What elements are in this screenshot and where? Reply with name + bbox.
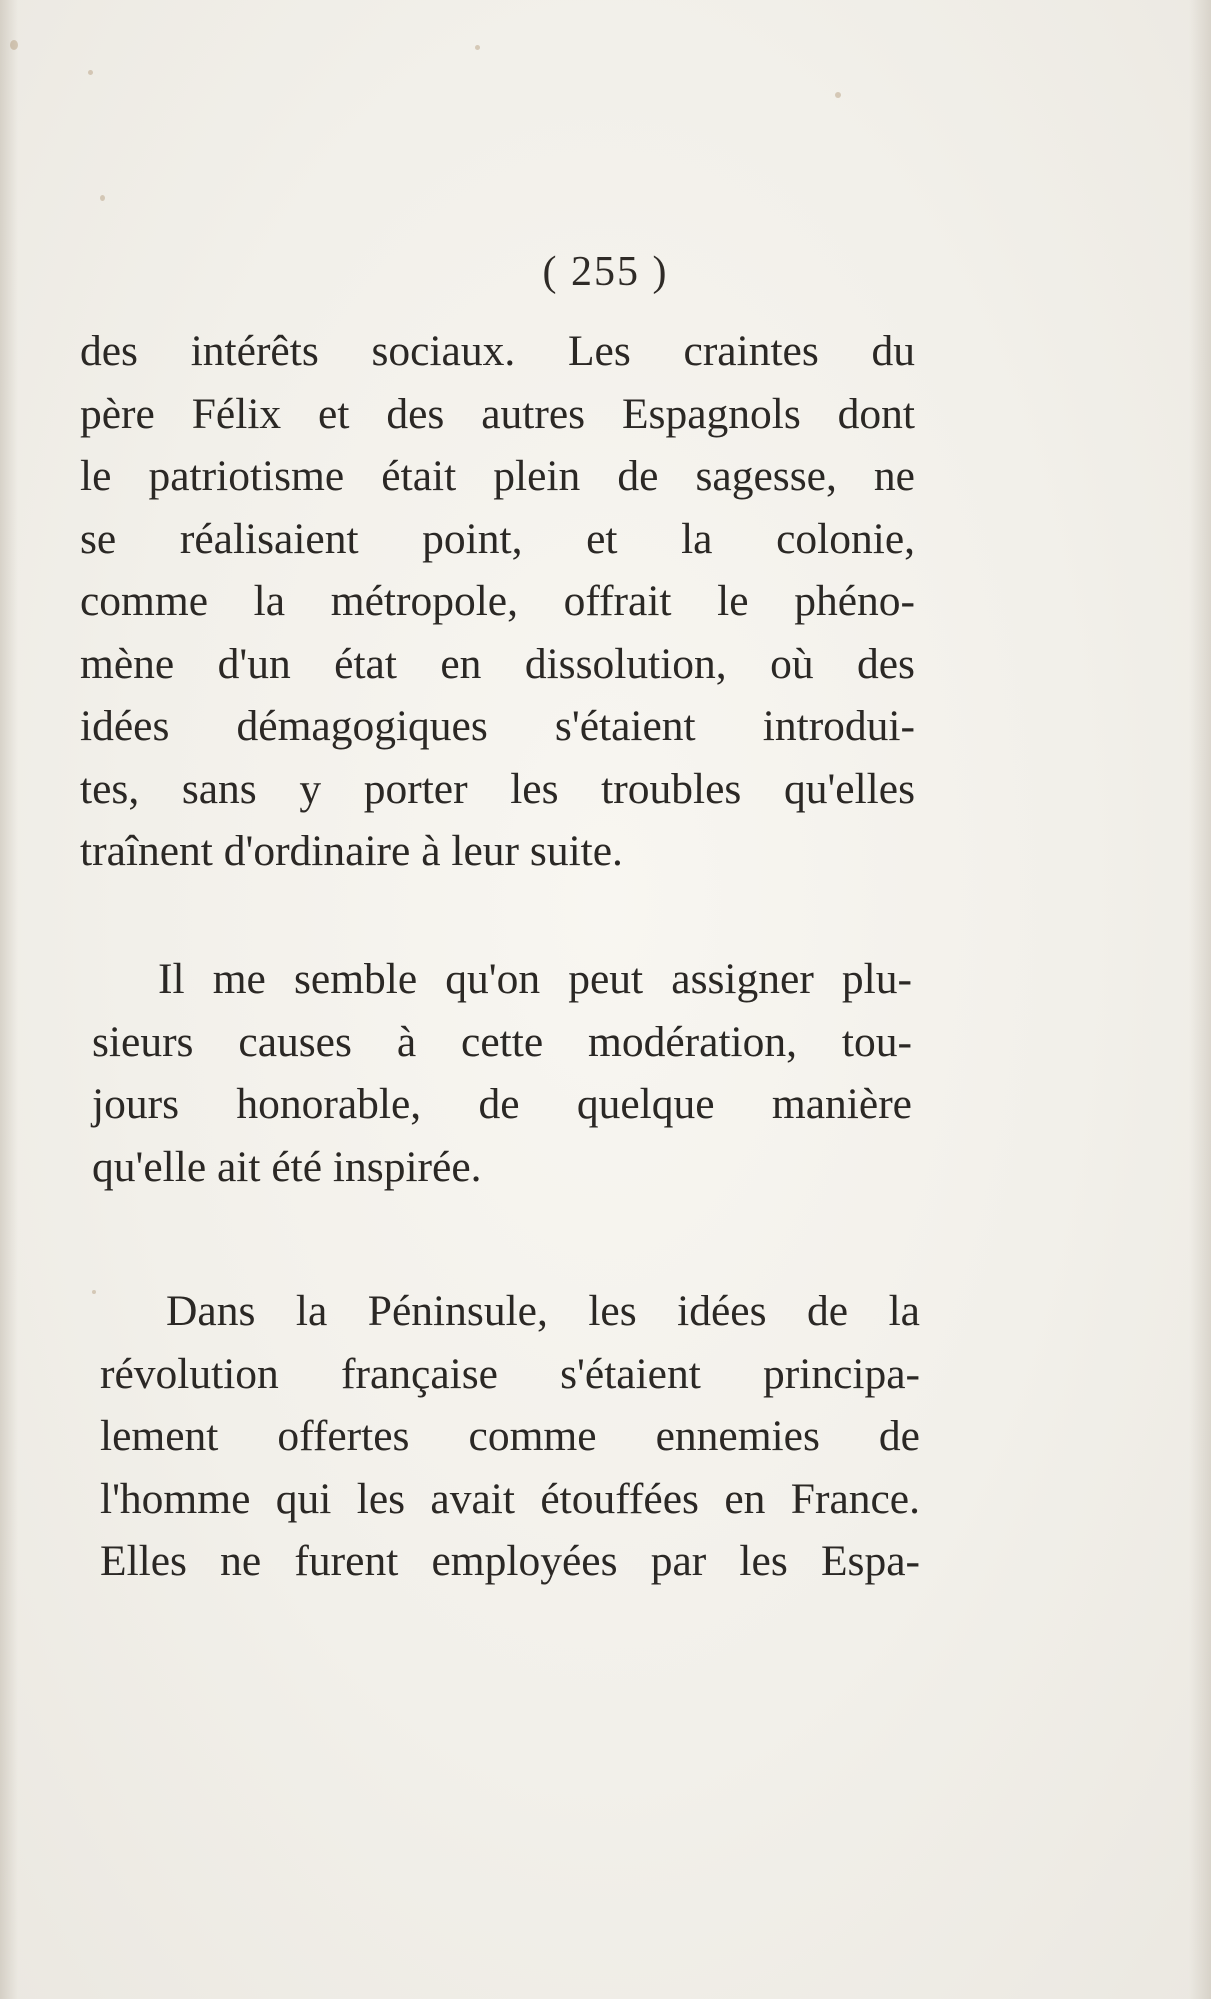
text-line: père Félix et des autres Espagnols dont — [80, 389, 915, 438]
text-line: se réalisaient point, et la colonie, — [80, 514, 915, 563]
text-line: jours honorable, de quelque manière — [92, 1080, 912, 1128]
page-edge-shadow-left — [0, 0, 18, 1999]
paper-speck — [92, 1290, 96, 1294]
text-line: l'homme qui les avait étouffées en France. — [100, 1474, 920, 1523]
text-line: sieurs causes à cette modération, tou- — [92, 1017, 912, 1066]
page-number: ( 255 ) — [542, 249, 669, 295]
paragraph-3 — [100, 1280, 920, 1593]
paper-speck — [475, 45, 480, 50]
text-line: tes, sans y porter les troubles qu'elles — [80, 764, 915, 813]
paper-speck — [10, 40, 18, 50]
text-line: comme la métropole, offrait le phéno- — [80, 577, 915, 625]
text-line: qu'elle ait été inspirée. — [92, 1142, 482, 1191]
text-line: Dans la Péninsule, les idées de la — [166, 1287, 920, 1335]
page-edge-shadow-right — [1189, 0, 1211, 1999]
paragraph-1 — [80, 320, 915, 883]
text-line: mène d'un état en dissolution, où des — [80, 639, 915, 688]
text-line: traînent d'ordinaire à leur suite. — [80, 827, 623, 875]
text-line: des intérêts sociaux. Les craintes du — [80, 327, 915, 375]
text-line: Elles ne furent employées par les Espa- — [100, 1537, 920, 1585]
paragraph-2 — [92, 948, 912, 1198]
text-line: idées démagogiques s'étaient introdui- — [80, 702, 915, 750]
paper-speck — [88, 70, 93, 75]
paper-speck — [100, 195, 105, 201]
text-line: Il me semble qu'on peut assigner plu- — [158, 955, 912, 1003]
text-line: le patriotisme était plein de sagesse, ne — [80, 452, 915, 500]
text-line: lement offertes comme ennemies de — [100, 1412, 920, 1460]
text-line: révolution française s'étaient principa- — [100, 1349, 920, 1398]
paper-speck — [835, 92, 841, 98]
